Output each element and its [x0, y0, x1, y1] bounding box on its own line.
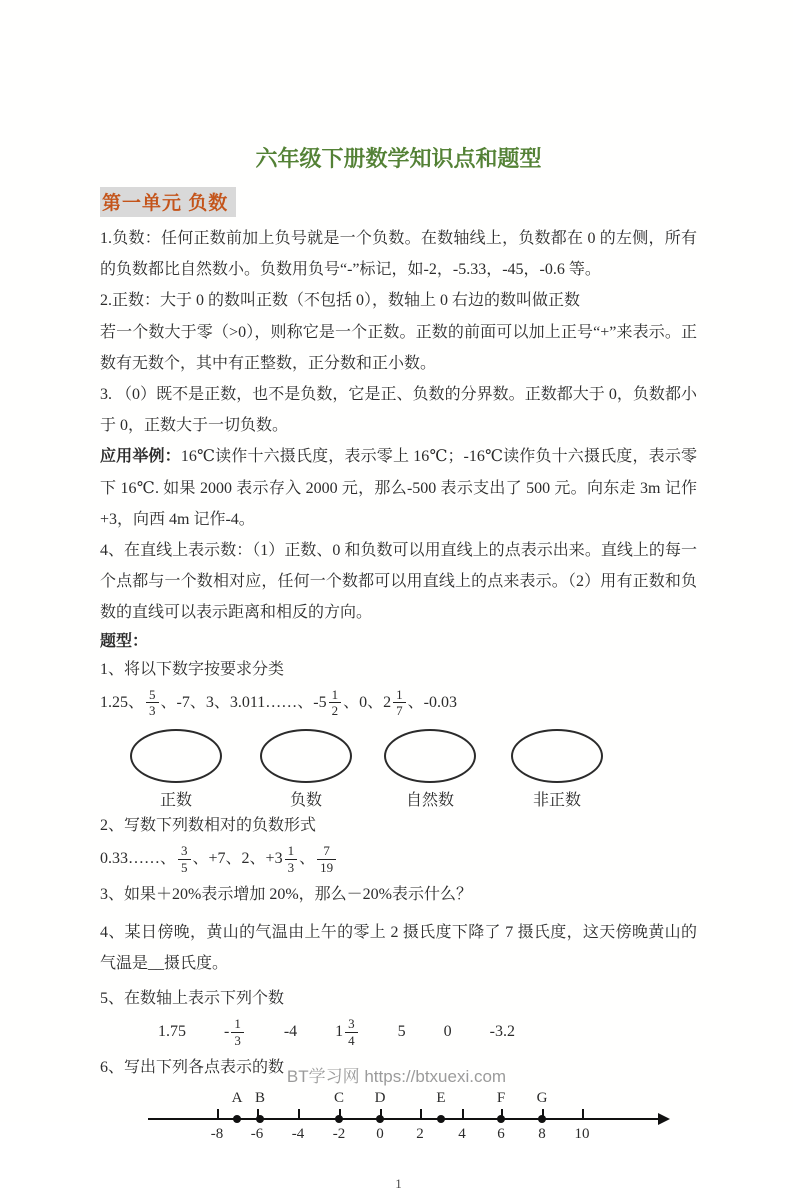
- tick-mark: [582, 1109, 584, 1119]
- oval-shape: [384, 729, 476, 783]
- number-token: 1.25、: [100, 693, 145, 711]
- question-1-numbers: [100, 687, 697, 719]
- question-2-numbers: [100, 843, 697, 875]
- number-token: 5: [397, 1023, 406, 1041]
- tick-label: -8: [210, 1125, 224, 1142]
- point-label: D: [374, 1089, 386, 1106]
- number-token: 、-7、3、3.011……、: [160, 693, 314, 711]
- number-token: -4: [283, 1023, 298, 1041]
- question-5-numbers: [158, 1016, 697, 1048]
- section-header: 第一单元 负数: [100, 187, 236, 217]
- question-2-label: 2、写数下列数相对的负数形式: [100, 817, 317, 834]
- oval-shape: [511, 729, 603, 783]
- question-6-label: 6、写出下列各点表示的数: [100, 1059, 285, 1077]
- number-token: 0: [443, 1023, 452, 1041]
- tick-label: 10: [574, 1125, 590, 1142]
- fraction: $\frac{7}{19}$: [317, 843, 336, 875]
- question-types-label: 题型：: [100, 633, 149, 651]
- examples-text: 16℃读作十六摄氏度，表示零上 16℃；-16℃读作负十六摄氏度，表示零下 16℃. 如果 2000 表示存入 2000 元，那么-500 表示支出了 500 元。向东走 3m 记作+3，向西 4m 记作-4。: [100, 448, 697, 528]
- question-3-label: 3、如果＋20%表示增加 20%，那么－20%表示什么？: [100, 886, 472, 904]
- document-content: [100, 142, 697, 1192]
- page-title: 六年级下册数学知识点和题型: [255, 146, 542, 171]
- point-label: G: [536, 1089, 548, 1106]
- tick-label: 4: [458, 1125, 466, 1142]
- classification-ovals: [130, 729, 697, 810]
- question-4-label: 4、某日傍晚，黄山的气温由上午的零上 2 摄氏度下降了 7 摄氏度，这天傍晚黄山的气温是__摄氏度。: [100, 923, 697, 972]
- oval-label: 非正数: [532, 792, 581, 809]
- tick-mark: [420, 1109, 422, 1119]
- point-dot: [376, 1115, 384, 1123]
- examples-label: 应用举例：: [100, 448, 181, 466]
- oval-label: 正数: [159, 792, 192, 809]
- paragraph-examples: [100, 441, 697, 535]
- site-footer-link: BT学习网 https://btxuexi.com: [286, 1067, 507, 1086]
- fraction: $\frac{5}{3}$: [146, 687, 159, 719]
- paragraph-zero-def: 3. （0）既不是正数，也不是负数，它是正、负数的分界数。正数都大于 0，负数都小于 0，正数大于一切负数。: [100, 385, 697, 435]
- point-dot: [437, 1115, 445, 1123]
- fraction: $\frac{3}{5}$: [178, 843, 191, 875]
- mixed-number: 1 $\frac{3}{4}$: [335, 1016, 360, 1048]
- number-token: 、-0.03: [407, 693, 457, 711]
- number-token: 0.33……、: [100, 850, 177, 868]
- number-token: 、: [299, 850, 316, 868]
- point-label: F: [496, 1089, 506, 1106]
- tick-label: -4: [291, 1125, 305, 1142]
- fraction: $\frac{1}{3}$: [285, 843, 298, 875]
- number-line: [100, 1088, 697, 1162]
- point-label: E: [436, 1089, 446, 1106]
- oval-label: 负数: [289, 792, 322, 809]
- number-line-axis: [148, 1118, 661, 1120]
- tick-label: 0: [376, 1125, 384, 1142]
- point-label: A: [231, 1089, 243, 1106]
- paragraph-numberline-def: 4、在直线上表示数：（1）正数、0 和负数可以用直线上的点表示出来。直线上的每一个点都与一个数相对应，任何一个数都可以用直线上的点来表示。（2）用有正数和负数的直线可以表示距离和相反的方向。: [100, 541, 697, 622]
- number-token: 、+7、2、+3: [192, 850, 283, 868]
- point-dot: [233, 1115, 241, 1123]
- tick-label: 2: [416, 1125, 424, 1142]
- oval-shape: [130, 729, 222, 783]
- tick-label: -2: [332, 1125, 346, 1142]
- oval-negative: [260, 729, 352, 810]
- tick-label: 6: [497, 1125, 505, 1142]
- page-number: 1: [395, 1175, 402, 1191]
- mixed-number: -5 $\frac{1}{2}$: [313, 687, 343, 719]
- tick-mark: [462, 1109, 464, 1119]
- point-dot: [335, 1115, 343, 1123]
- negative-fraction: - $\frac{1}{3}$: [224, 1016, 246, 1048]
- tick-mark: [217, 1109, 219, 1119]
- oval-label: 自然数: [405, 792, 454, 809]
- section-header-row: [100, 187, 697, 223]
- point-dot: [497, 1115, 505, 1123]
- number-token: 、0、: [343, 693, 384, 711]
- oval-positive: [130, 729, 222, 810]
- point-dot: [256, 1115, 264, 1123]
- oval-nonpositive: [511, 729, 603, 810]
- point-label: C: [333, 1089, 344, 1106]
- number-line-arrow-icon: [658, 1113, 670, 1125]
- paragraph-positive-def: 2.正数：大于 0 的数叫正数（不包括 0），数轴上 0 右边的数叫做正数: [100, 292, 581, 310]
- point-dot: [538, 1115, 546, 1123]
- question-1-label: 1、将以下数字按要求分类: [100, 660, 285, 678]
- number-token: -3.2: [489, 1023, 515, 1041]
- mixed-number: 2 $\frac{1}{7}$: [383, 687, 408, 719]
- tick-mark: [298, 1109, 300, 1119]
- oval-natural: [384, 729, 476, 810]
- point-label: B: [254, 1089, 265, 1106]
- oval-shape: [260, 729, 352, 783]
- paragraph-negative-def: 1.负数：任何正数前加上负号就是一个负数。在数轴线上，负数都在 0 的左侧，所有的负数都比自然数小。负数用负号“-”标记，如-2，-5.33，-45，-0.6 等。: [100, 230, 697, 279]
- question-5-label: 5、在数轴上表示下列个数: [100, 989, 285, 1007]
- paragraph-positive-def-2: 若一个数大于零（>0），则称它是一个正数。正数的前面可以加上正号“+”来表示。正数有无数个，其中有正整数，正分数和正小数。: [100, 323, 697, 372]
- tick-label: 8: [538, 1125, 546, 1142]
- tick-label: -6: [250, 1125, 264, 1142]
- number-token: 1.75: [158, 1023, 186, 1041]
